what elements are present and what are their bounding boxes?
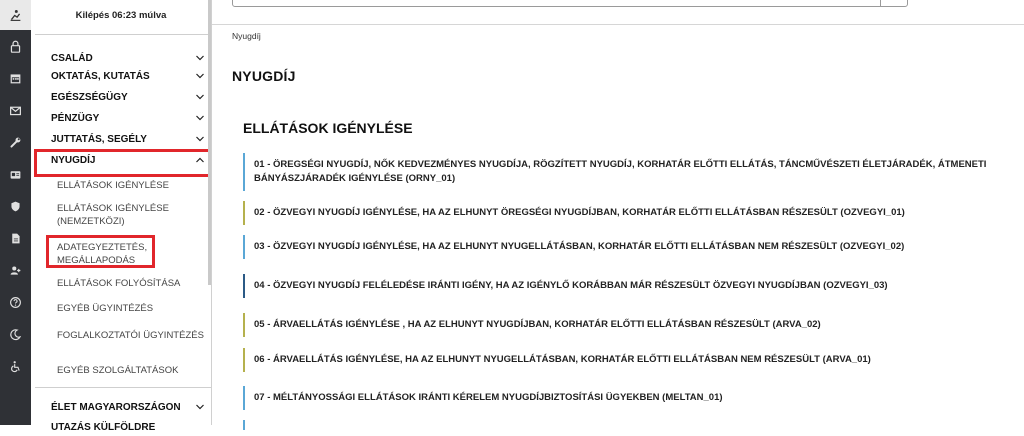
calendar-icon[interactable] xyxy=(0,63,31,93)
menu-category-label: PÉNZÜGY xyxy=(51,112,100,124)
menu-category-label: OKTATÁS, KUTATÁS xyxy=(51,70,150,82)
help-icon[interactable] xyxy=(0,287,31,317)
menu-category-penzugy[interactable] xyxy=(51,109,205,127)
chevron-down-icon xyxy=(195,92,205,102)
breadcrumb[interactable]: Nyugdíj xyxy=(232,31,261,41)
submenu-ellatasok-igenylese-nemzetkozi[interactable]: ELLÁTÁSOK IGÉNYLÉSE (NEMZETKÖZI) xyxy=(57,203,169,227)
list-item[interactable] xyxy=(243,391,1013,405)
envelope-icon[interactable] xyxy=(0,95,31,125)
list-item[interactable] xyxy=(243,158,1013,186)
side-menu xyxy=(31,0,211,433)
entry-link[interactable]: 03 - ÖZVEGYI NYUGDÍJ IGÉNYLÉSE, HA AZ ELHUNYT NYUGELLÁTÁSBAN, KORHATÁR ELŐTTI ELLÁTÁSBAN NEM RÉSZESÜLT (OZVEGYI_02) xyxy=(254,241,905,252)
document-icon[interactable] xyxy=(0,223,31,253)
entry-link[interactable]: 05 - ÁRVAELLÁTÁS IGÉNYLÉSE , HA AZ ELHUNYT NYUGDÍJBAN, KORHATÁR ELŐTTI ELLÁTÁSBAN RÉSZESÜLT (ARVA_02) xyxy=(254,319,821,330)
entry-accent-bar xyxy=(243,348,245,372)
entry-accent-bar xyxy=(243,274,245,298)
entry-accent-bar xyxy=(243,313,245,337)
divider xyxy=(35,34,211,35)
submenu-ellatasok-igenylese[interactable]: ELLÁTÁSOK IGÉNYLÉSE xyxy=(57,180,169,191)
lock-icon[interactable] xyxy=(0,31,31,61)
entry-accent-bar xyxy=(243,201,245,225)
page-title: NYUGDÍJ xyxy=(232,68,296,84)
highlight-frame-adategyeztetes xyxy=(46,235,155,268)
accessibility-icon[interactable] xyxy=(0,351,31,381)
divider xyxy=(35,387,211,388)
menu-category-label: NYUGDÍJ xyxy=(51,154,96,166)
menu-category-elet-magyarorszagon[interactable] xyxy=(51,398,205,416)
section-title: ELLÁTÁSOK IGÉNYLÉSE xyxy=(243,120,413,136)
search-button-divider xyxy=(880,0,881,7)
main-content xyxy=(212,0,1024,425)
divider xyxy=(212,24,1024,25)
entry-accent-bar xyxy=(243,153,245,191)
search-input[interactable] xyxy=(232,0,908,7)
menu-category-label: CSALÁD xyxy=(51,52,93,64)
entry-link[interactable]: 01 - ÖREGSÉGI NYUGDÍJ, NŐK KEDVEZMÉNYES NYUGDÍJA, RÖGZÍTETT NYUGDÍJ, KORHATÁR ELŐTTI ELLÁTÁS, TÁNCMŰVÉSZETI ÉLETJÁRADÉK, ÁTMENETI BÁNYÁSZJÁRADÉK IGÉNYLÉSE (ORNY_01) xyxy=(254,159,987,184)
entry-link[interactable]: 02 - ÖZVEGYI NYUGDÍJ IGÉNYLÉSE, HA AZ ELHUNYT ÖREGSÉGI NYUGDÍJBAN, KORHATÁR ELŐTTI ELLÁTÁSBAN RÉSZESÜLT (OZVEGYI_01) xyxy=(254,207,905,218)
menu-category-egeszsegugy[interactable] xyxy=(51,88,205,106)
entry-link[interactable]: 04 - ÖZVEGYI NYUGDÍJ FELÉLEDÉSE IRÁNTI IGÉNY, HA AZ IGÉNYLŐ KORÁBBAN MÁR RÉSZESÜLT ÖZVEGYI NYUGDÍJBAN (OZVEGYI_03) xyxy=(254,280,888,291)
chevron-down-icon xyxy=(195,402,205,412)
submenu-adategyeztetes[interactable]: ADATEGYEZTETÉS, MEGÁLLAPODÁS xyxy=(57,242,148,266)
icon-rail xyxy=(0,0,31,425)
chevron-down-icon xyxy=(195,113,205,123)
menu-category-label: ÉLET MAGYARORSZÁGON xyxy=(51,401,181,413)
entry-link[interactable]: 06 - ÁRVAELLÁTÁS IGÉNYLÉSE, HA AZ ELHUNYT NYUGELLÁTÁSBAN, KORHATÁR ELŐTTI ELLÁTÁSBAN NEM RÉSZESÜLT (ARVA_01) xyxy=(254,354,871,365)
chevron-down-icon xyxy=(195,53,205,63)
menu-category-label: UTAZÁS KÜLFÖLDRE xyxy=(51,421,156,433)
entry-accent-bar xyxy=(243,235,245,259)
moon-icon[interactable] xyxy=(0,319,31,349)
entry-link[interactable]: 07 - MÉLTÁNYOSSÁGI ELLÁTÁSOK IRÁNTI KÉRELEM NYUGDÍJBIZTOSÍTÁSI ÜGYEKBEN (MELTAN_01) xyxy=(254,392,723,403)
wrench-icon[interactable] xyxy=(0,127,31,157)
entry-accent-bar xyxy=(243,420,245,430)
submenu-egyeb-ugyintezes[interactable]: EGYÉB ÜGYINTÉZÉS xyxy=(57,303,154,314)
shield-icon[interactable] xyxy=(0,191,31,221)
list-item[interactable] xyxy=(243,206,1013,220)
list-item[interactable] xyxy=(243,279,1013,293)
tools-person-icon[interactable] xyxy=(0,0,31,30)
card-icon[interactable] xyxy=(0,159,31,189)
menu-category-csalad[interactable] xyxy=(51,49,205,67)
menu-category-label: JUTTATÁS, SEGÉLY xyxy=(51,133,147,145)
menu-category-juttatas[interactable] xyxy=(51,130,205,148)
logout-timer: Kilépés 06:23 múlva xyxy=(75,10,167,21)
user-add-icon[interactable] xyxy=(0,255,31,285)
chevron-down-icon xyxy=(195,134,205,144)
menu-category-utazas-kulfoldre[interactable] xyxy=(51,418,205,436)
menu-category-label: EGÉSZSÉGÜGY xyxy=(51,91,128,103)
submenu-ellatasok-folyositasa[interactable]: ELLÁTÁSOK FOLYÓSÍTÁSA xyxy=(57,278,181,289)
list-item[interactable] xyxy=(243,318,1013,332)
menu-category-oktatas[interactable] xyxy=(51,67,205,85)
submenu-foglalkoztatoi-ugyintezes[interactable]: FOGLALKOZTATÓI ÜGYINTÉZÉS xyxy=(57,330,204,341)
submenu-egyeb-szolgaltatasok[interactable]: EGYÉB SZOLGÁLTATÁSOK xyxy=(57,365,179,376)
chevron-down-icon xyxy=(195,71,205,81)
list-item[interactable] xyxy=(243,353,1013,367)
list-item[interactable] xyxy=(243,240,1013,254)
highlight-frame-nyugdij xyxy=(34,149,211,177)
entry-accent-bar xyxy=(243,386,245,410)
